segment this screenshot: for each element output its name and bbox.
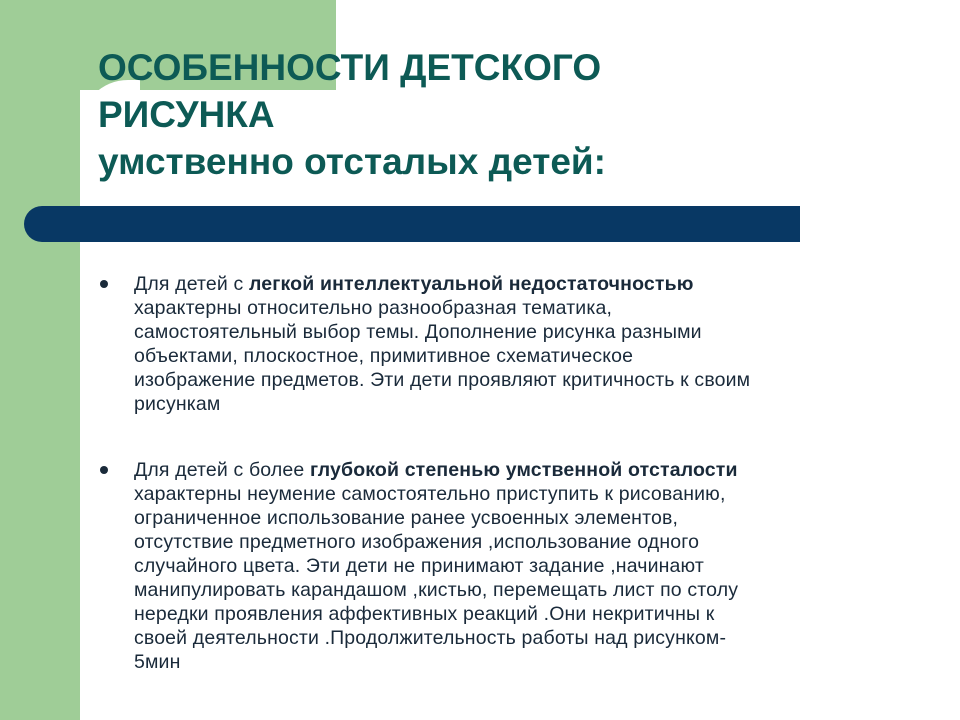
title-divider-bar (24, 206, 800, 242)
bullet-line: объектами, плоскостное, примитивное схематическое (134, 345, 634, 367)
bullet-line: манипулировать карандашом ,кистью, перемещать лист по столу (134, 579, 739, 601)
bullet-line: ограниченное использование ранее усвоенных элементов, (134, 507, 679, 529)
bullet-line: случайного цвета. Эти дети не принимают задание ,начинают (134, 555, 704, 577)
bullet-line: самостоятельный выбор темы. Дополнение рисунка разными (134, 321, 702, 343)
slide-title (98, 44, 918, 185)
bullet-line: характерны неумение самостоятельно приступить к рисованию, (134, 483, 726, 505)
bullet-list (100, 272, 900, 674)
bullet-intro: Для детей с более (134, 459, 310, 481)
title-subtitle-line: умственно отсталых детей: (98, 141, 606, 182)
bullet-line: изображение предметов. Эти дети проявляют критичность к своим (134, 369, 751, 391)
green-side-panel (0, 0, 80, 720)
title-line-1: ОСОБЕННОСТИ ДЕТСКОГО (98, 47, 602, 88)
bullet-item-severe (100, 458, 900, 674)
bullet-line: нередки проявления аффективных реакций .Они некритичны к (134, 603, 715, 625)
bullet-line: отсутствие предметного изображения ,использование одного (134, 531, 700, 553)
bullet-first-line (134, 272, 900, 296)
bullet-emphasis: легкой интеллектуальной недостаточностью (248, 273, 694, 295)
bullet-intro: Для детей с (134, 273, 249, 295)
bullet-item-mild (100, 272, 900, 416)
bullet-line: 5мин (134, 651, 181, 673)
bullet-line: рисункам (134, 393, 221, 415)
title-line-2: РИСУНКА (98, 94, 275, 135)
bullet-emphasis: глубокой степенью умственной отсталости (309, 459, 738, 481)
bullet-dot-icon (100, 466, 108, 474)
bullet-dot-icon (100, 280, 108, 288)
bullet-line: характерны относительно разнообразная тематика, (134, 297, 613, 319)
bullet-first-line (134, 458, 900, 482)
bullet-line: своей деятельности .Продолжительность работы над рисунком- (134, 627, 727, 649)
